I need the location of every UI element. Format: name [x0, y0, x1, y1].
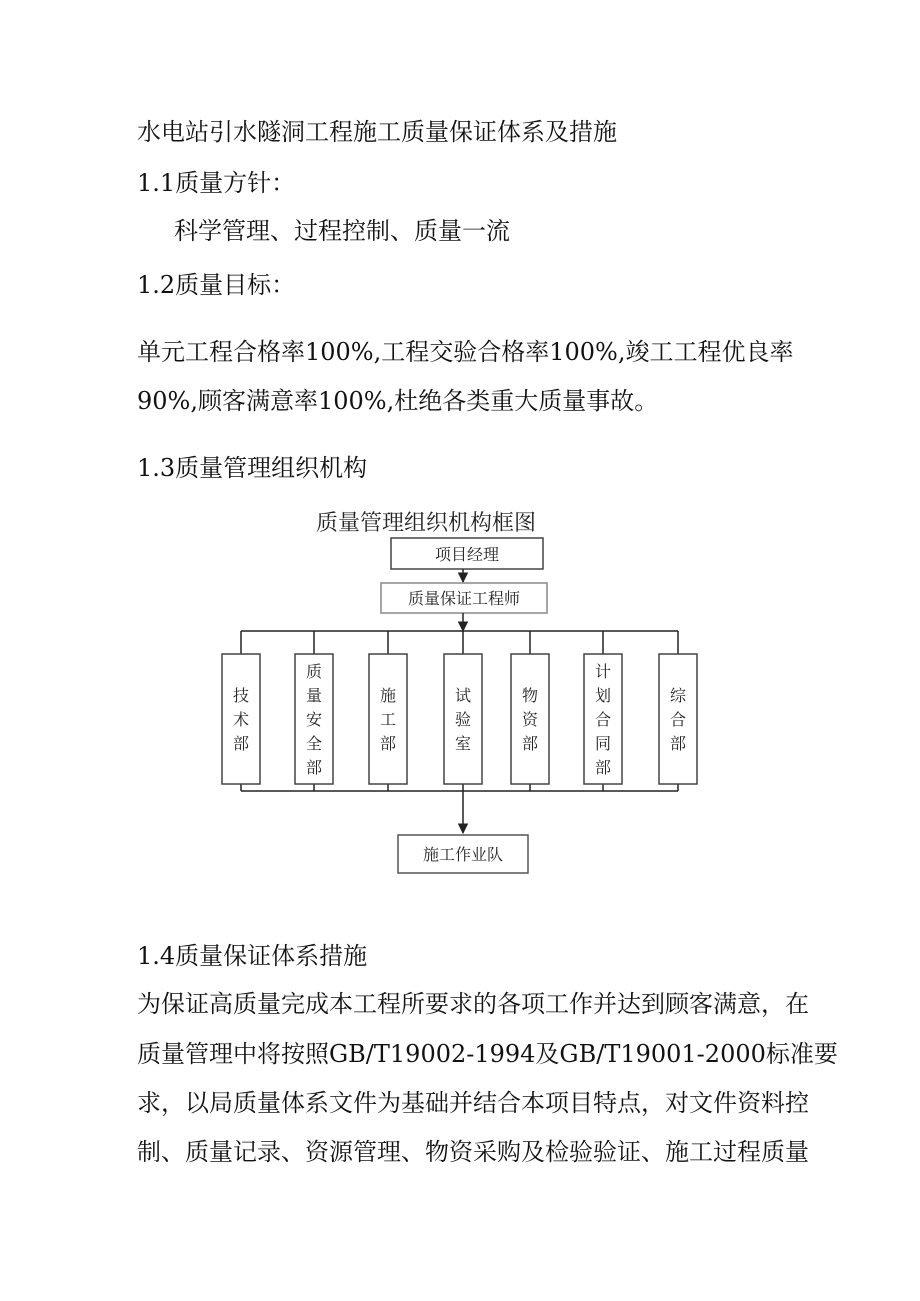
section-heading-1-2: 1.2质量目标：	[137, 271, 296, 299]
department-label: 质量安全部	[305, 662, 323, 777]
department-label: 施工部	[379, 686, 397, 753]
department-label: 物资部	[521, 686, 539, 753]
quality-target-line-2: 90%,顾客满意率100%,杜绝各类重大质量事故。	[137, 387, 659, 415]
construction-team-label: 施工作业队	[422, 845, 504, 864]
project-manager-label: 项目经理	[434, 545, 500, 564]
org-chart-title: 质量管理组织机构框图	[315, 511, 537, 536]
org-chart-diagram	[200, 500, 700, 880]
section-heading-1-3: 1.3质量管理组织机构	[137, 454, 368, 482]
department-label: 计划合同部	[594, 662, 612, 777]
body-line-3: 求，以局质量体系文件为基础并结合本项目特点，对文件资料控	[137, 1089, 809, 1117]
quality-policy-text: 科学管理、过程控制、质量一流	[174, 217, 510, 245]
department-layer	[222, 631, 697, 791]
quality-target-line-1: 单元工程合格率100%,工程交验合格率100%,竣工工程优良率	[137, 338, 794, 366]
body-line-1: 为保证高质量完成本工程所要求的各项工作并达到顾客满意，在	[137, 990, 809, 1018]
body-line-4: 制、质量记录、资源管理、物资采购及检验验证、施工过程质量	[137, 1138, 809, 1166]
quality-engineer-label: 质量保证工程师	[407, 589, 521, 608]
body-line-2: 质量管理中将按照GB/T19002-1994及GB/T19001-2000标准要	[137, 1040, 838, 1068]
document-title: 水电站引水隧洞工程施工质量保证体系及措施	[137, 118, 617, 146]
department-label: 综合部	[669, 686, 687, 753]
department-label: 技术部	[232, 686, 250, 753]
section-heading-1-1: 1.1质量方针：	[137, 169, 296, 197]
department-label: 试验室	[454, 686, 472, 753]
section-heading-1-4: 1.4质量保证体系措施	[137, 942, 368, 970]
